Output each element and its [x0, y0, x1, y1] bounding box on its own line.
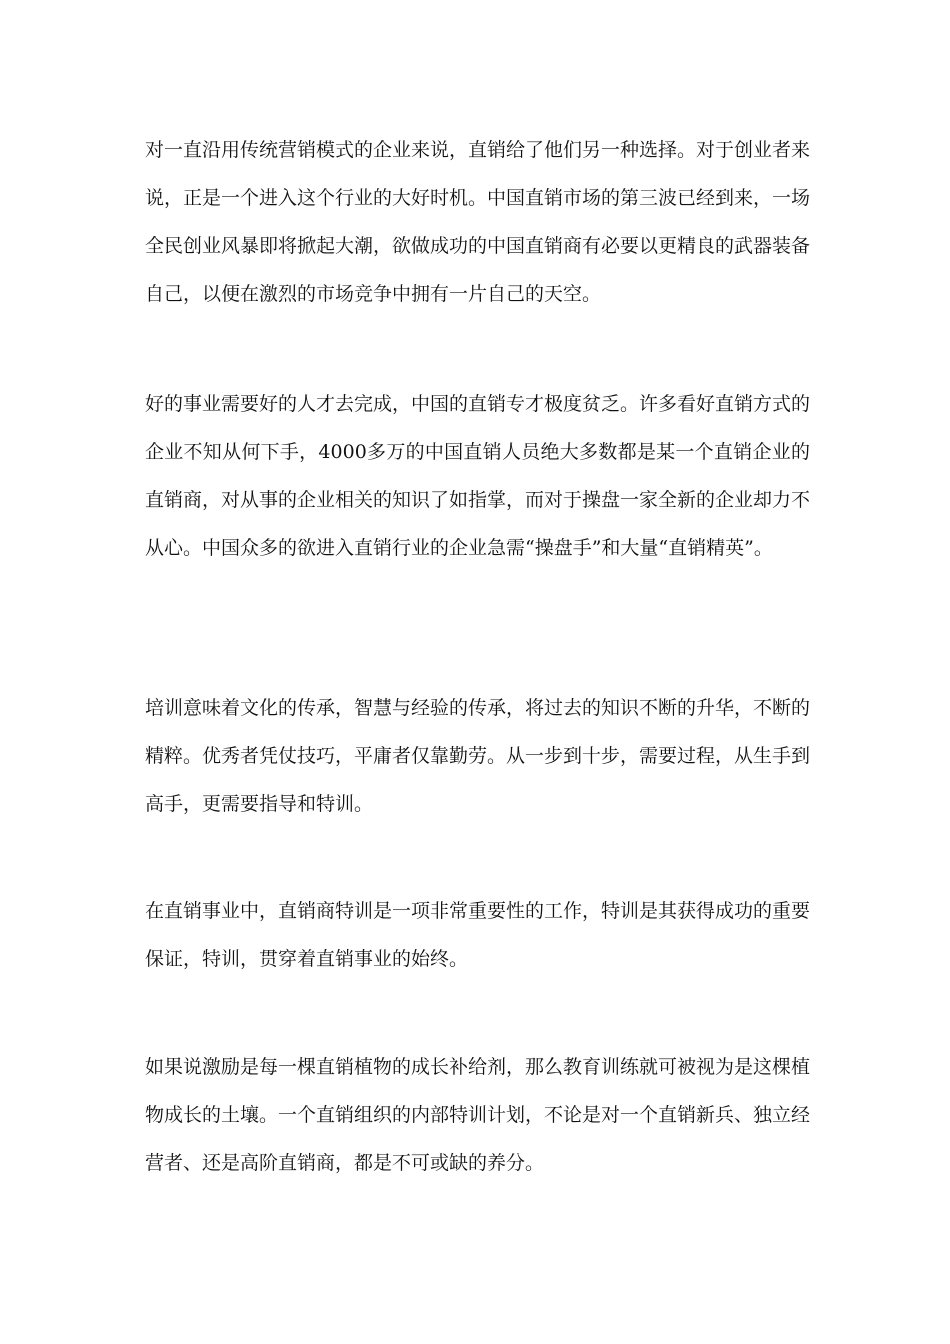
paragraph-training-meaning: 培训意味着文化的传承，智慧与经验的传承，将过去的知识不断的升华，不断的精粹。优秀者凭仗技巧，平庸者仅靠勤劳。从一步到十步，需要过程，从生手到高手，更需要指导和特训。	[145, 697, 811, 815]
paragraph-training-as-soil: 如果说激励是每一棵直销植物的成长补给剂，那么教育训练就可被视为是这棵植物成长的土壤。一个直销组织的内部特训计划，不论是对一个直销新兵、独立经营者、还是高阶直销商，都是不可或缺的养分。	[145, 1056, 811, 1174]
paragraph-direct-selling-opportunity: 对一直沿用传统营销模式的企业来说，直销给了他们另一种选择。对于创业者来说，正是一个进入这个行业的大好时机。中国直销市场的第三波已经到来，一场全民创业风暴即将掀起大潮，欲做成功的中国直销商有必要以更精良的武器装备自己，以便在激烈的市场竞争中拥有一片自己的天空。	[145, 139, 811, 305]
paragraph-training-importance: 在直销事业中，直销商特训是一项非常重要性的工作，特训是其获得成功的重要保证，特训，贯穿着直销事业的始终。	[145, 900, 811, 970]
paragraph-talent-shortage: 好的事业需要好的人才去完成，中国的直销专才极度贫乏。许多看好直销方式的企业不知从何下手，4000多万的中国直销人员绝大多数都是某一个直销企业的直销商，对从事的企业相关的知识了如指掌，而对于操盘一家全新的企业却力不从心。中国众多的欲进入直销行业的企业急需“操盘手”和大量“直销精英”。	[145, 393, 811, 559]
